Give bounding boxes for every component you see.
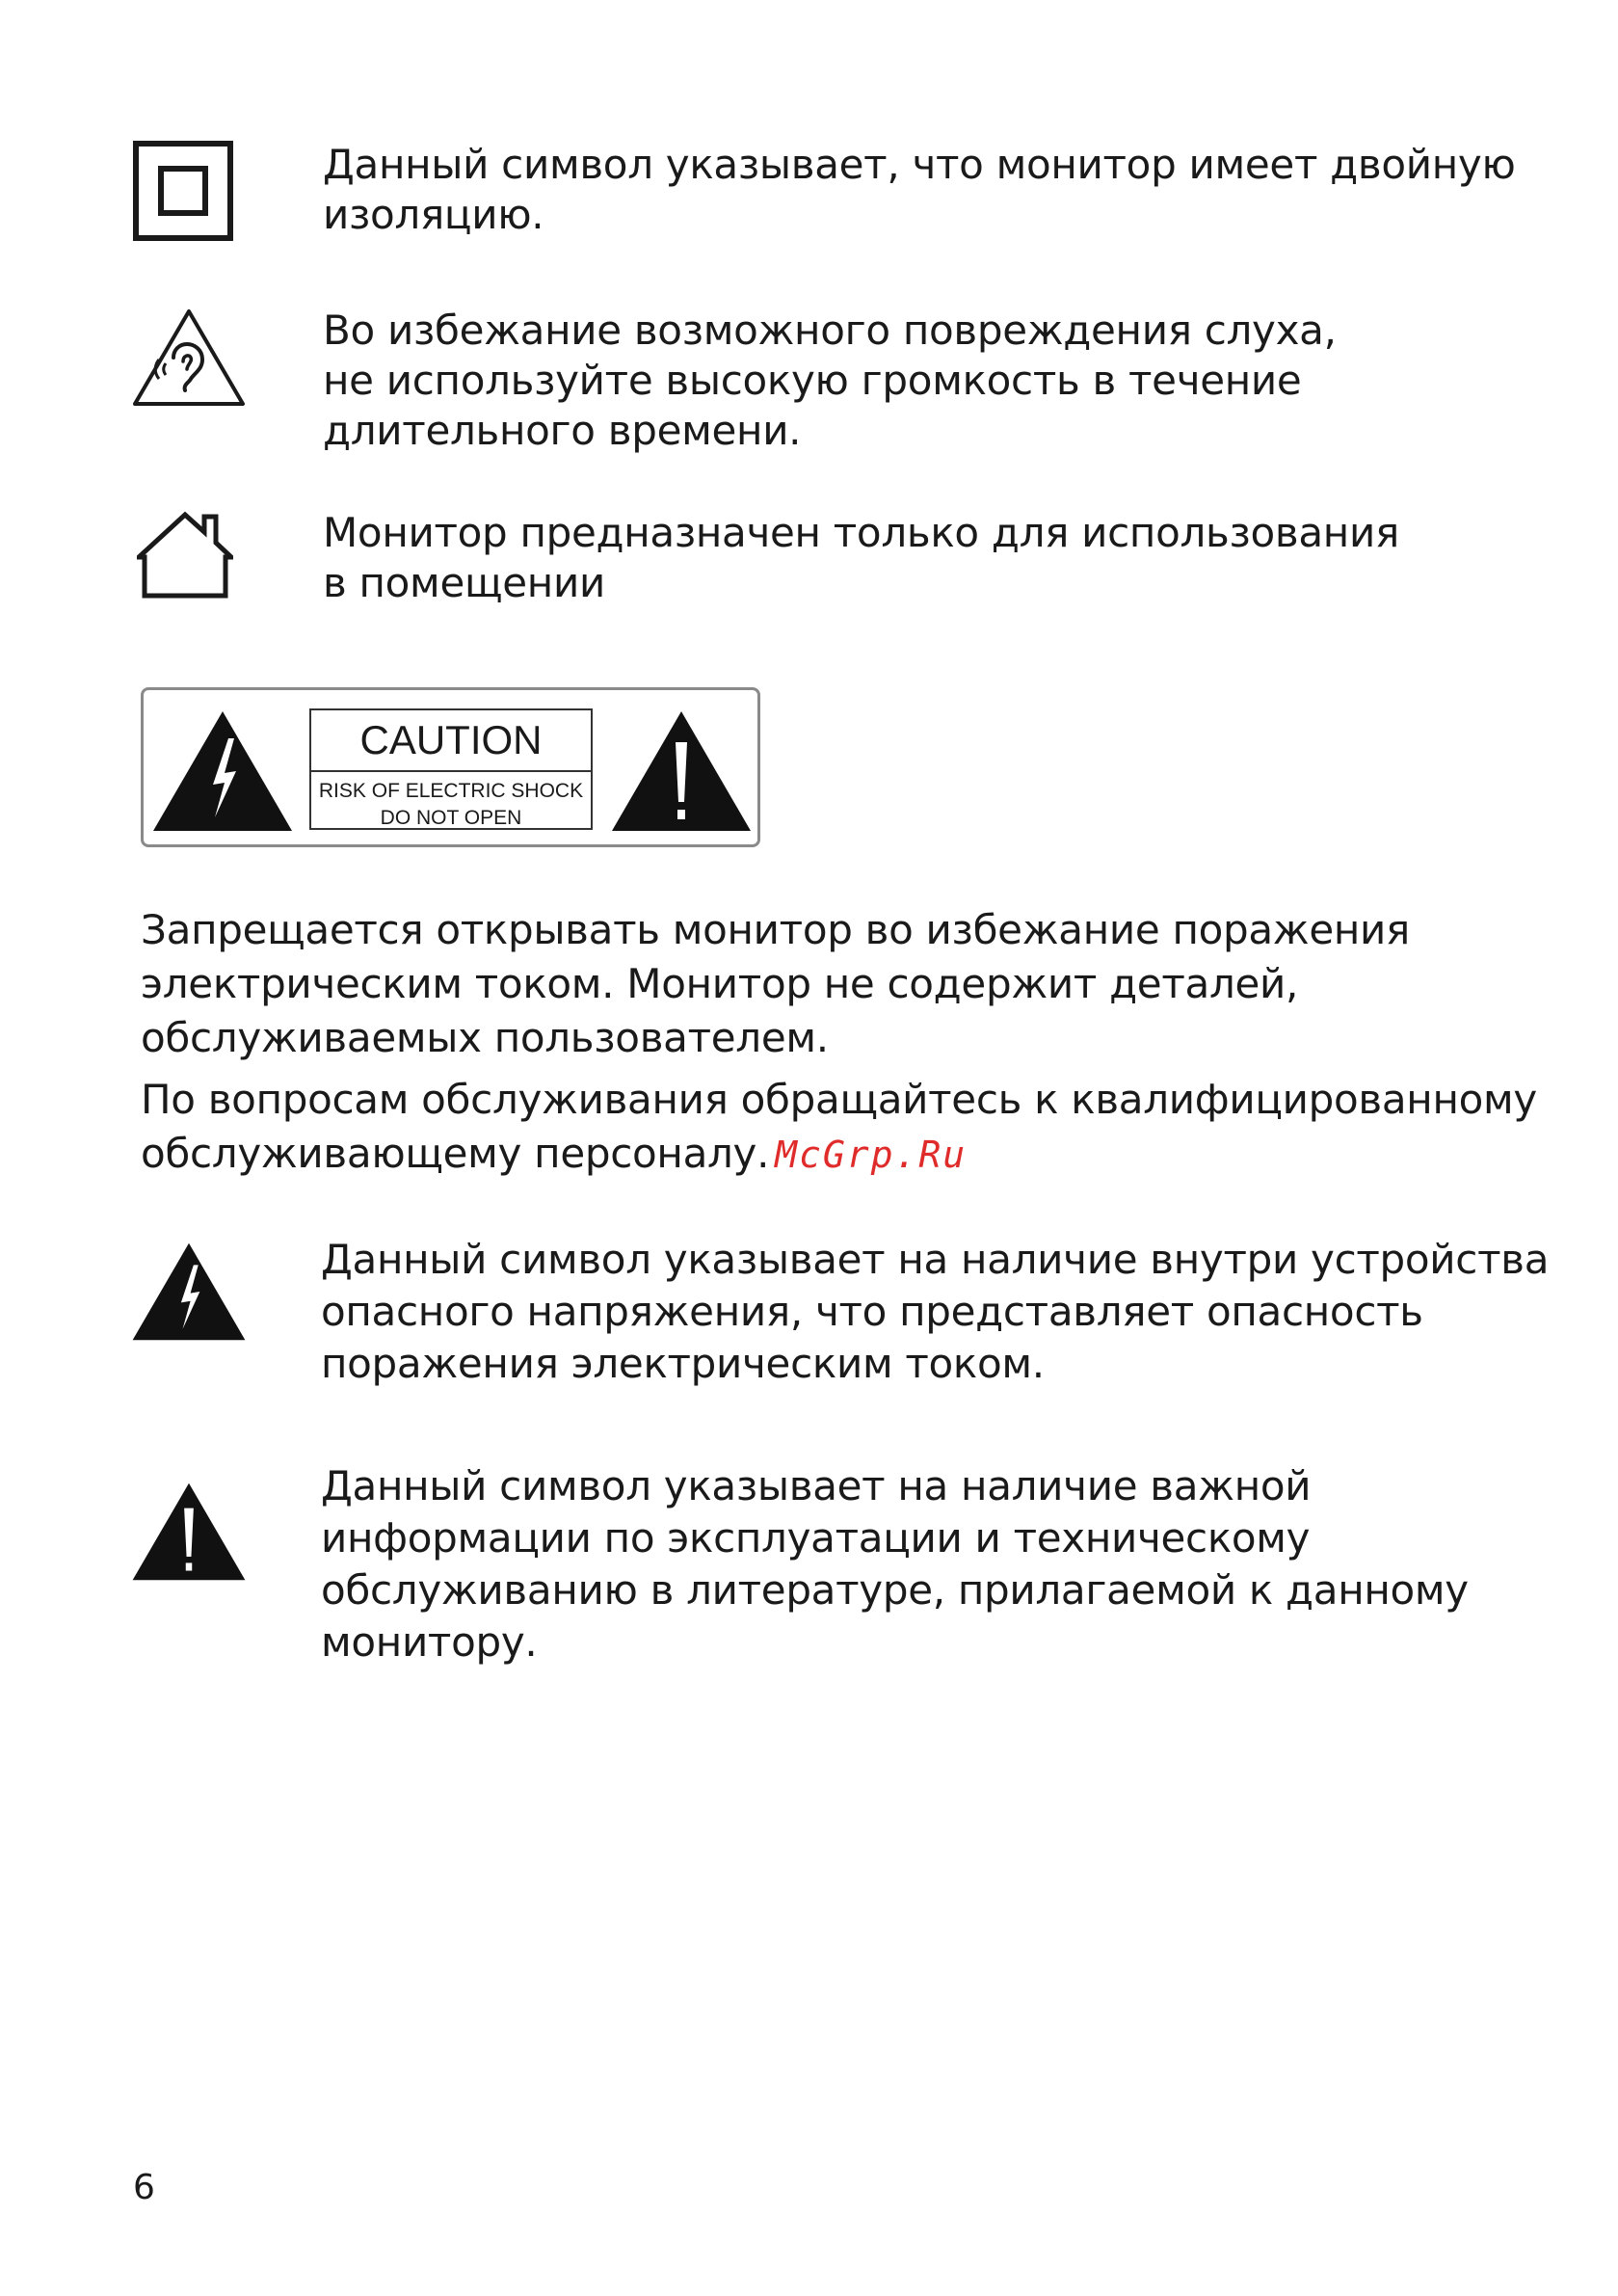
text-line [141,1127,1537,1182]
page-number: 6 [133,2168,155,2207]
indoor-use-icon [137,511,233,600]
double-insulation-icon [133,141,233,241]
lightning-triangle-icon [151,709,294,833]
hearing-warning-icon [131,307,247,408]
exclamation-triangle-icon [131,1482,247,1582]
lightning-triangle-icon [131,1241,247,1342]
caution-line: DO NOT OPEN [380,807,522,829]
text-line: информации по эксплуатации и техническому [321,1514,1311,1562]
text-line: По вопросам обслуживания обращайтесь к квалифицированному [141,1076,1537,1123]
info-symbol-text [321,1460,1469,1669]
caution-label [141,687,760,847]
text-line: в помещении [323,559,605,606]
text-line: Данный символ указывает, что монитор имеет двойную [323,141,1516,188]
text-line: длительного времени. [323,407,802,454]
text-line: Во избежание возможного повреждения слуха, [323,307,1337,354]
warning-paragraph [141,903,1410,1065]
text-line: Запрещается открывать монитор во избежание поражения [141,906,1410,953]
text-line: монитору. [321,1618,538,1666]
text-line: опасного напряжения, что представляет опасность [321,1288,1423,1335]
voltage-symbol-text [321,1234,1549,1390]
text-line: обслуживанию в литературе, прилагаемой к данному [321,1566,1469,1614]
caution-subtitle [311,772,591,832]
text-line: Данный символ указывает на наличие внутри устройства [321,1236,1550,1283]
text-line: изоляцию. [323,191,544,238]
caution-text-box [309,708,593,830]
exclamation-triangle-icon [610,709,753,833]
service-paragraph [141,1073,1537,1182]
text-line: Монитор предназначен только для использования [323,509,1399,556]
hearing-warning-text [323,306,1337,456]
text-span: обслуживающему персоналу. [141,1130,770,1177]
text-line: поражения электрическим током. [321,1340,1045,1387]
text-line: Данный символ указывает на наличие важной [321,1462,1312,1509]
indoor-use-text [323,508,1399,608]
caution-line: RISK OF ELECTRIC SHOCK [318,780,584,802]
watermark-link[interactable]: McGrp.Ru [775,1134,968,1176]
double-insulation-text [323,140,1516,240]
text-line: обслуживаемых пользователем. [141,1014,829,1061]
text-line: электрическим током. Монитор не содержит деталей, [141,960,1299,1007]
caution-title: CAUTION [311,710,591,772]
text-line: не используйте высокую громкость в течение [323,357,1302,404]
